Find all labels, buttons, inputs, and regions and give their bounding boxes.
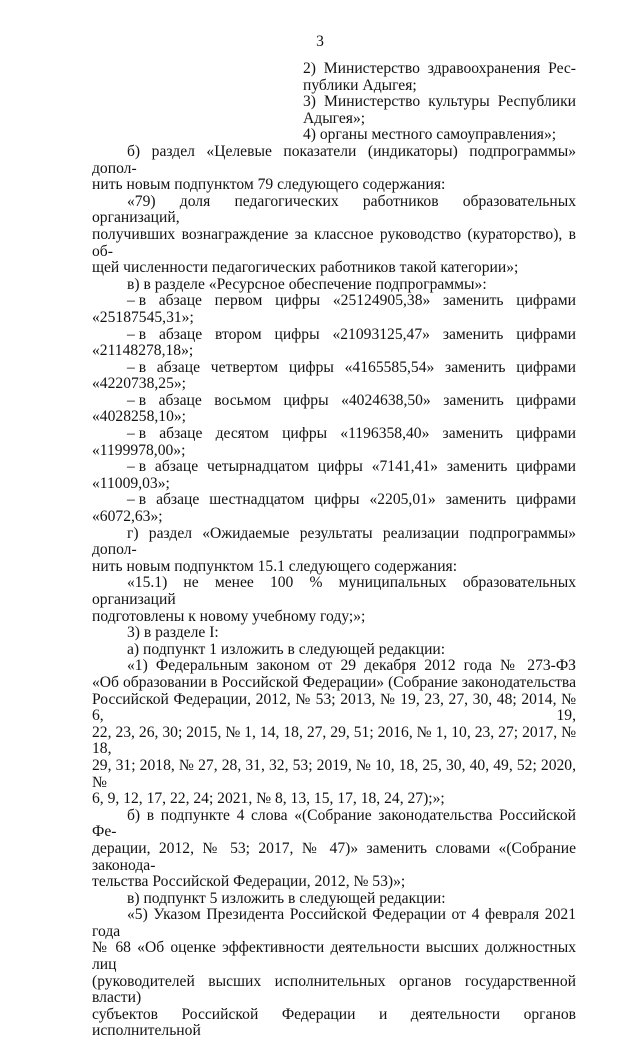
document-body <box>92 61 576 1040</box>
section-3-heading: 3) в разделе I: <box>127 624 219 642</box>
paragraph-b: б) раздел «Целевые показатели (индикаторы) подпрограммы» допол- <box>92 142 576 177</box>
paragraph-v-heading: в) в разделе «Ресурсное обеспечение подпрограммы»: <box>127 275 487 293</box>
quote-5: № 68 «Об оценке эффективности деятельности высших должностных лиц <box>92 939 576 974</box>
replacement-item: – в абзаце первом цифры «25124905,38» заменить цифрами «25187545,31»; <box>92 292 576 326</box>
quote-1: «1) Федеральным законом от 29 декабря 2012 года № 273-ФЗ <box>127 657 576 675</box>
subpoint-b: дерации, 2012, № 53; 2017, № 47)» заменить словами «(Собрание законода- <box>92 839 576 874</box>
replacement-item: – в абзаце четырнадцатом цифры «7141,41» заменить цифрами «11009,03»; <box>92 458 576 492</box>
list-item: публики Адыгея; <box>303 76 417 94</box>
quote-79: щей численности педагогических работников такой категории»; <box>92 259 519 277</box>
replacement-list <box>92 293 576 525</box>
subpoint-a-heading: а) подпункт 1 изложить в следующей редакции: <box>127 640 446 658</box>
list-item: 4) органы местного самоуправления»; <box>303 126 557 144</box>
replacement-item: – в абзаце десятом цифры «1196358,40» заменить цифрами «1199978,00»; <box>92 425 576 459</box>
quote-1: 6, 9, 12, 17, 22, 24; 2021, № 8, 13, 15, 17, 18, 24, 27);»; <box>92 790 445 808</box>
list-item: Адыгея»; <box>303 109 366 127</box>
list-item: 3) Министерство культуры Республики <box>303 93 576 111</box>
list-item: 2) Министерство здравоохранения Рес- <box>303 60 576 77</box>
subpoint-b: тельства Российской Федерации, 2012, № 53)»; <box>92 873 406 891</box>
quote-79: получивших вознаграждение за классное руководство (кураторство), в об- <box>92 225 576 260</box>
quote-79: «79) доля педагогических работников образовательных организаций, <box>92 192 576 227</box>
replacement-item: – в абзаце втором цифры «21093125,47» заменить цифрами «21148278,18»; <box>92 325 576 360</box>
quote-5: (руководителей высших исполнительных органов государственной власти) <box>92 972 576 1007</box>
paragraph-b: нить новым подпунктом 79 следующего содержания: <box>92 176 446 194</box>
replacement-item: – в абзаце шестнадцатом цифры «2205,01» заменить цифрами «6072,63»; <box>92 491 576 526</box>
subpoint-b: б) в подпункте 4 слова «(Собрание законодательства Российской Фе- <box>92 806 576 841</box>
replacement-item: – в абзаце четвертом цифры «4165585,54» заменить цифрами «4220738,25»; <box>92 358 576 393</box>
quote-5: «5) Указом Президента Российской Федерации от 4 февраля 2021 года <box>92 906 576 940</box>
subpoint-v-heading: в) подпункт 5 изложить в следующей редакции: <box>127 889 446 907</box>
ministry-list <box>92 61 576 144</box>
quote-15-1: подготовлены к новому учебному году;»; <box>92 607 366 625</box>
quote-1: Российской Федерации, 2012, № 53; 2013, № 19, 23, 27, 30, 48; 2014, № 6, 19, <box>92 690 576 725</box>
paragraph-g: г) раздел «Ожидаемые результаты реализации подпрограммы» допол- <box>92 524 576 559</box>
quote-15-1: «15.1) не менее 100 % муниципальных образовательных организаций <box>92 574 576 608</box>
quote-5: субъектов Российской Федерации и деятельности органов исполнительной <box>92 1005 576 1040</box>
quote-1: 29, 31; 2018, № 27, 28, 31, 32, 53; 2019, № 10, 18, 25, 30, 40, 49, 52; 2020, № <box>92 756 576 791</box>
replacement-item: – в абзаце восьмом цифры «4024638,50» заменить цифрами «4028258,10»; <box>92 391 576 426</box>
paragraph-g: нить новым подпунктом 15.1 следующего содержания: <box>92 557 458 575</box>
quote-1: 22, 23, 26, 30; 2015, № 1, 14, 18, 27, 29, 51; 2016, № 1, 10, 23, 27; 2017, № 18, <box>92 723 576 758</box>
page-number: 3 <box>316 33 324 50</box>
quote-1: «Об образовании в Российской Федерации» (Собрание законодательства <box>92 673 576 691</box>
